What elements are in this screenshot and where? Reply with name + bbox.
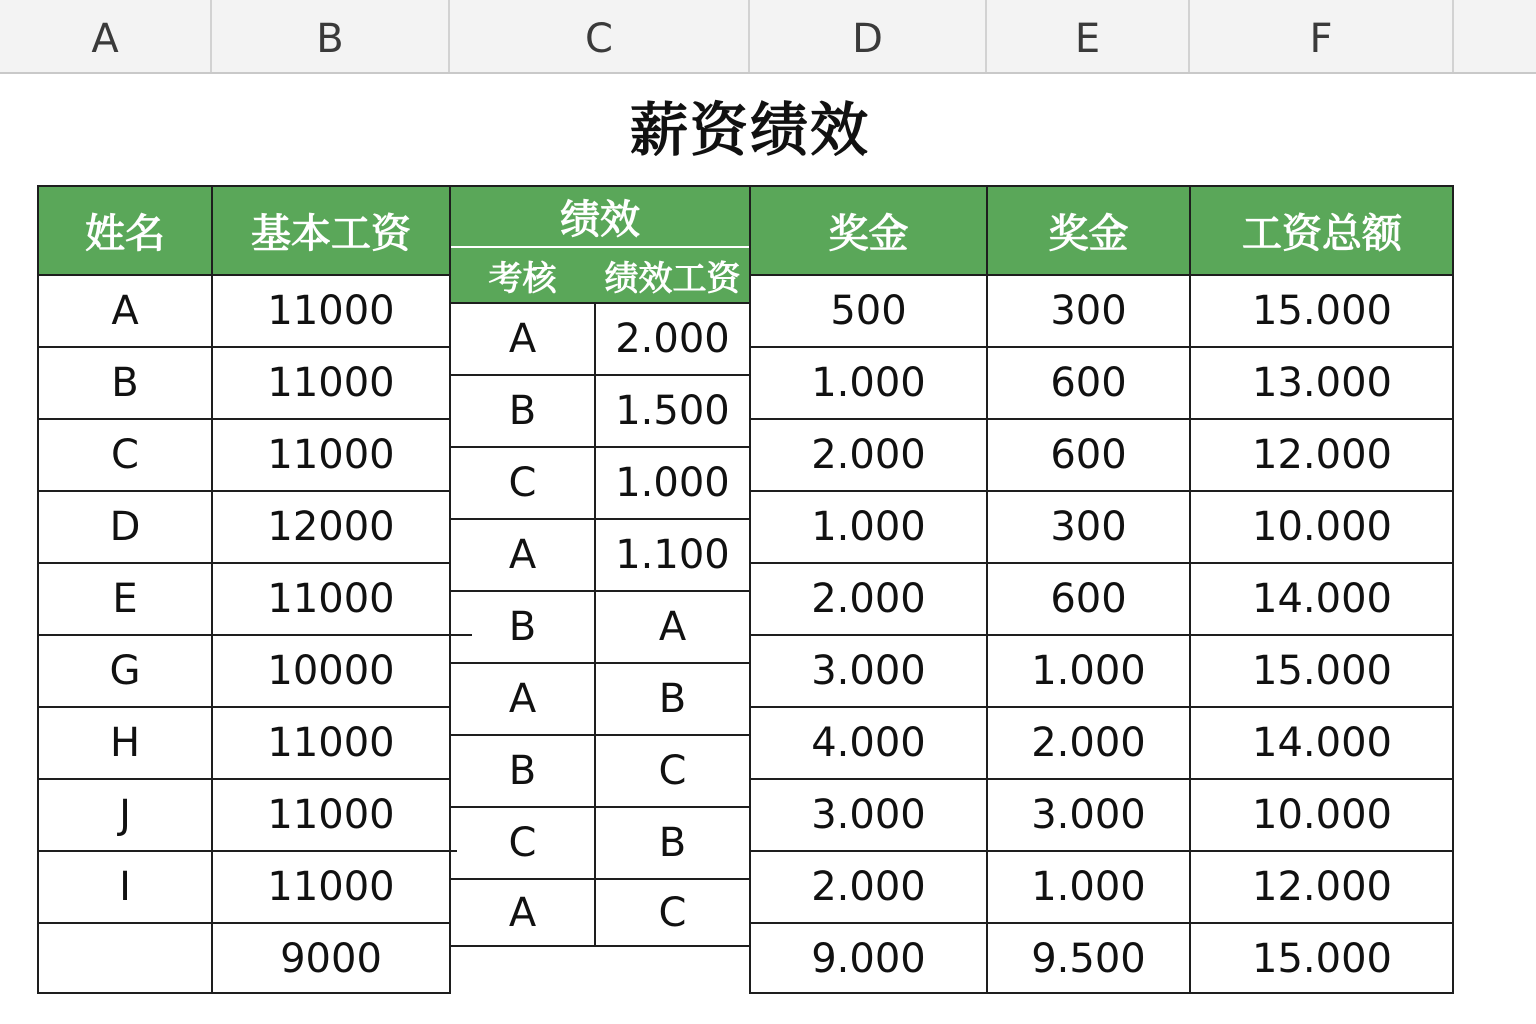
cell-total-salary[interactable]: 14.000 xyxy=(1190,707,1454,779)
cell-name[interactable]: E xyxy=(38,563,212,635)
cell-name[interactable]: C xyxy=(38,419,212,491)
cell-assessment[interactable]: A xyxy=(450,519,595,591)
cell-assessment[interactable]: B xyxy=(450,375,595,447)
left-row-divider xyxy=(37,778,451,780)
cell-bonus-1[interactable]: 1.000 xyxy=(750,491,987,563)
cell-base-salary[interactable]: 11000 xyxy=(212,851,450,923)
cell-performance-salary[interactable]: A xyxy=(595,591,750,663)
sheet-title[interactable]: 薪资绩效 xyxy=(629,96,870,164)
cell-assessment[interactable]: C xyxy=(450,447,595,519)
left-row-divider xyxy=(37,562,451,564)
right-column-divider xyxy=(1189,185,1191,994)
cell-bonus-2[interactable]: 1.000 xyxy=(987,851,1190,923)
right-row-divider xyxy=(750,346,1454,348)
performance-bottom-border xyxy=(450,945,750,947)
left-table-header-border xyxy=(37,274,451,276)
cell-base-salary[interactable]: 11000 xyxy=(212,419,450,491)
cell-total-salary[interactable]: 12.000 xyxy=(1190,851,1454,923)
cell-name[interactable]: B xyxy=(38,347,212,419)
cell-performance-salary[interactable]: 1.500 xyxy=(595,375,750,447)
cell-bonus-2[interactable]: 600 xyxy=(987,347,1190,419)
performance-row-divider xyxy=(450,446,750,448)
performance-row-divider xyxy=(450,374,750,376)
cell-performance-salary[interactable]: C xyxy=(595,735,750,807)
performance-top-border xyxy=(450,185,750,187)
performance-right-border xyxy=(749,185,751,994)
cell-performance-salary[interactable]: B xyxy=(595,663,750,735)
header-performance[interactable]: 绩效 xyxy=(450,186,750,246)
cell-assessment[interactable]: A xyxy=(450,303,595,375)
right-row-divider xyxy=(750,850,1454,852)
cell-base-salary[interactable]: 11000 xyxy=(212,563,450,635)
cell-bonus-1[interactable]: 3.000 xyxy=(750,635,987,707)
cell-performance-salary[interactable]: B xyxy=(595,807,750,879)
cell-performance-salary[interactable]: 1.000 xyxy=(595,447,750,519)
column-header-e[interactable]: E xyxy=(987,0,1190,72)
left-row-divider xyxy=(37,922,451,924)
performance-column-divider xyxy=(594,303,596,946)
cell-base-salary[interactable]: 11000 xyxy=(212,347,450,419)
cell-performance-salary[interactable]: C xyxy=(595,879,750,946)
column-header-f[interactable]: F xyxy=(1190,0,1454,72)
column-header-a[interactable]: A xyxy=(0,0,212,72)
cell-bonus-1[interactable]: 2.000 xyxy=(750,419,987,491)
cell-bonus-2[interactable]: 300 xyxy=(987,491,1190,563)
cell-bonus-1[interactable]: 2.000 xyxy=(750,563,987,635)
cell-total-salary[interactable]: 15.000 xyxy=(1190,923,1454,994)
cell-bonus-2[interactable]: 3.000 xyxy=(987,779,1190,851)
header-performance-salary[interactable]: 绩效工资 xyxy=(595,248,750,303)
cell-bonus-1[interactable]: 1.000 xyxy=(750,347,987,419)
cell-bonus-2[interactable]: 600 xyxy=(987,563,1190,635)
left-table-top-border xyxy=(37,185,451,187)
cell-assessment[interactable]: A xyxy=(450,879,595,946)
cell-assessment[interactable]: C xyxy=(450,807,595,879)
cell-name[interactable]: J xyxy=(38,779,212,851)
cell-total-salary[interactable]: 10.000 xyxy=(1190,779,1454,851)
cell-bonus-1[interactable]: 500 xyxy=(750,275,987,347)
header-bonus-2[interactable]: 奖金 xyxy=(987,186,1190,275)
header-name[interactable]: 姓名 xyxy=(38,186,212,275)
performance-row-divider xyxy=(450,878,750,880)
cell-bonus-1[interactable]: 9.000 xyxy=(750,923,987,994)
performance-header-border xyxy=(450,302,750,304)
cell-bonus-2[interactable]: 300 xyxy=(987,275,1190,347)
cell-total-salary[interactable]: 10.000 xyxy=(1190,491,1454,563)
performance-row-divider xyxy=(450,518,750,520)
left-row-divider xyxy=(37,418,451,420)
left-table-left-border xyxy=(37,185,39,994)
cell-assessment[interactable]: B xyxy=(450,735,595,807)
column-header-d[interactable]: D xyxy=(750,0,987,72)
cell-bonus-1[interactable]: 3.000 xyxy=(750,779,987,851)
left-row-divider xyxy=(37,706,451,708)
cell-name[interactable]: H xyxy=(38,707,212,779)
cell-bonus-2[interactable]: 1.000 xyxy=(987,635,1190,707)
cell-total-salary[interactable]: 12.000 xyxy=(1190,419,1454,491)
cell-total-salary[interactable]: 15.000 xyxy=(1190,275,1454,347)
performance-row-divider xyxy=(450,806,750,808)
column-header-c[interactable]: C xyxy=(450,0,750,72)
left-row-divider xyxy=(37,346,451,348)
cell-bonus-2[interactable]: 600 xyxy=(987,419,1190,491)
cell-base-salary[interactable]: 9000 xyxy=(212,923,450,994)
cell-base-salary[interactable]: 12000 xyxy=(212,491,450,563)
cell-assessment[interactable]: B xyxy=(450,591,595,663)
cell-assessment[interactable]: A xyxy=(450,663,595,735)
right-row-divider xyxy=(750,490,1454,492)
cell-bonus-2[interactable]: 9.500 xyxy=(987,923,1190,994)
cell-total-salary[interactable]: 15.000 xyxy=(1190,635,1454,707)
right-table-bottom-border xyxy=(750,992,1454,994)
right-row-divider xyxy=(750,562,1454,564)
right-table-top-border xyxy=(750,185,1454,187)
cell-base-salary[interactable]: 11000 xyxy=(212,275,450,347)
cell-name[interactable]: A xyxy=(38,275,212,347)
cell-total-salary[interactable]: 14.000 xyxy=(1190,563,1454,635)
cell-bonus-1[interactable]: 2.000 xyxy=(750,851,987,923)
right-row-divider xyxy=(750,778,1454,780)
performance-row-divider xyxy=(450,662,750,664)
right-row-divider xyxy=(750,922,1454,924)
header-bonus-1[interactable]: 奖金 xyxy=(750,186,987,275)
right-table-header-border xyxy=(750,274,1454,276)
right-column-divider xyxy=(986,185,988,994)
cell-name[interactable]: I xyxy=(38,851,212,923)
left-column-divider xyxy=(211,185,213,994)
cell-base-salary[interactable]: 10000 xyxy=(212,635,450,707)
right-row-divider xyxy=(750,418,1454,420)
cell-base-salary[interactable]: 11000 xyxy=(212,779,450,851)
header-total-salary[interactable]: 工资总额 xyxy=(1190,186,1454,275)
cell-performance-salary[interactable]: 1.100 xyxy=(595,519,750,591)
right-row-divider xyxy=(750,634,1454,636)
column-header-bar xyxy=(0,0,1536,74)
cell-performance-salary[interactable]: 2.000 xyxy=(595,303,750,375)
left-row-divider xyxy=(37,850,457,852)
right-table-right-border xyxy=(1452,185,1454,994)
right-row-divider xyxy=(750,706,1454,708)
cell-total-salary[interactable]: 13.000 xyxy=(1190,347,1454,419)
left-row-divider xyxy=(37,634,472,636)
header-assessment[interactable]: 考核 xyxy=(450,248,595,303)
cell-name[interactable]: D xyxy=(38,491,212,563)
performance-row-divider xyxy=(450,734,750,736)
cell-base-salary[interactable]: 11000 xyxy=(212,707,450,779)
cell-bonus-2[interactable]: 2.000 xyxy=(987,707,1190,779)
performance-row-divider xyxy=(450,590,750,592)
header-divider xyxy=(450,246,750,248)
cell-name[interactable] xyxy=(38,923,212,994)
left-table-bottom-border xyxy=(37,992,451,994)
left-row-divider xyxy=(37,490,451,492)
column-header-b[interactable]: B xyxy=(212,0,450,72)
cell-name[interactable]: G xyxy=(38,635,212,707)
cell-bonus-1[interactable]: 4.000 xyxy=(750,707,987,779)
header-base-salary[interactable]: 基本工资 xyxy=(212,186,450,275)
